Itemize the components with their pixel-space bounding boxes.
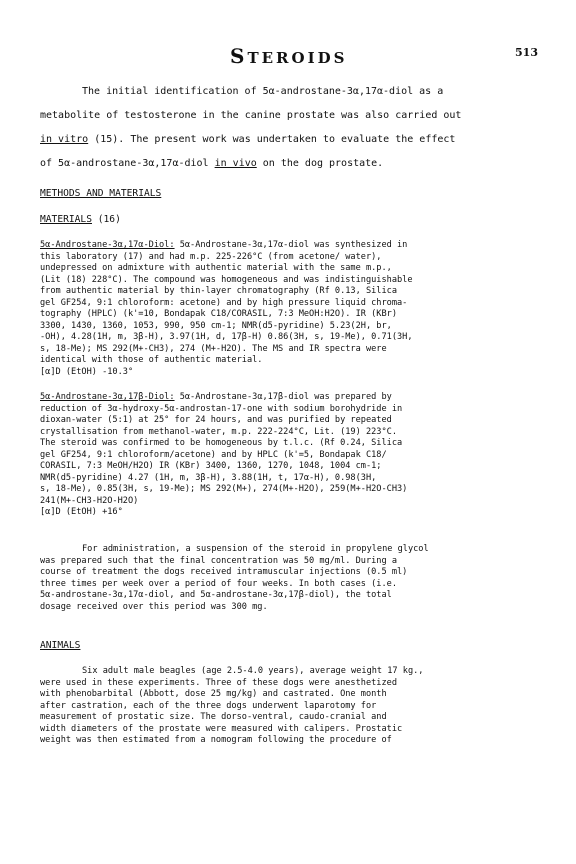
intro-paragraph: The initial identification of 5α-androstane-3α,17α-diol as a metabolite of testosterone in the canine prostate was also carried out in vitro (15). The present work was undertaken to evaluate the effect of 5α-androstane-3α,17α-diol in vivo on the dog prostate. xyxy=(40,86,462,169)
animals-paragraph: Six adult male beagles (age 2.5-4.0 years), average weight 17 kg., were used in these experiments. Three of these dogs were anesthetized with phenobarbital (Abbott, dose 25 mg/kg) and castrated. One month after castration, each of the three dogs underwent laparotomy for measurement of prostatic size. The dorso-ventral, caudo-cranial and width diameters of the prostate were measured with calipers. Prostatic weight was then estimated from a nomogram following the procedure of xyxy=(40,666,424,745)
running-header xyxy=(0,44,576,68)
compound1-paragraph: 5α-Androstane-3α,17α-Diol: 5α-Androstane-3α,17α-diol was synthesized in this laboratory (17) and had m.p. 225-226°C (from acetone/ water), undepressed on admixture with authentic material with the same m.p., (Lit (18) 228°C). The compound was homogeneous and was indistinguishable from authentic material by thin-layer chromatography (Rf 0.13, Silica gel GF254, 9:1 chloroform: acetone) and by high pressure liquid chroma- tography (HPLC) (k'=10, Bondapak C18/CORASIL, 7:3 MeOH:H2O). IR (KBr) 3300, 1430, 1360, 1053, 990, 950 cm-1; NMR(d5-pyridine) 5.23(2H, br, -OH), 4.28(1H, m, 3β-H), 3.97(1H, d, 17β-H) 0.86(3H, s, 19-Me), 0.71(3H, s, 18-Me); MS 292(M+-CH3), 274 (M+-H2O). The MS and IR spectra were identical with those of authentic material. [α]D (EtOH) -10.3° xyxy=(40,240,413,377)
materials-heading: MATERIALS (16) xyxy=(40,214,121,225)
methods-heading: METHODS AND MATERIALS xyxy=(40,188,162,199)
page-number: 513 xyxy=(515,46,538,59)
animals-heading: ANIMALS xyxy=(40,640,81,651)
compound2-paragraph: 5α-Androstane-3α,17β-Diol: 5α-Androstane-3α,17β-diol was prepared by reduction of 3α-hydroxy-5α-androstan-17-one with sodium borohydride in dioxan-water (5:1) at 25° for 24 hours, and was purified by repeated crystallisation from methanol-water, m.p. 222-224°C, Lit. (19) 223°C. The steroid was confirmed to be homogeneous by t.l.c. (Rf 0.24, Silica gel GF254, 9:1 chloroform/acetone) and by HPLC (k'=5, Bondapak C18/ CORASIL, 7:3 MeOH/H2O) IR (KBr) 3400, 1360, 1270, 1048, 1004 cm-1; NMR(d5-pyridine) 4.27 (1H, m, 3β-H), 3.88(1H, t, 17α-H), 0.98(3H, s, 18-Me), 0.85(3H, s, 19-Me); MS 292(M+), 274(M+-H2O), 259(M+-H2O-CH3) 241(M+-CH3-H2O-H2O) [α]D (EtOH) +16° xyxy=(40,392,408,517)
journal-title: STEROIDS xyxy=(230,44,348,68)
administration-paragraph: For administration, a suspension of the steroid in propylene glycol was prepared such that the final concentration was 50 mg/ml. During a course of treatment the dogs received intramuscular injections (0.5 ml) three times per week over a period of four weeks. In both cases (i.e. 5α-androstane-3α,17α-diol, and 5α-androstane-3α,17β-diol), the total dosage received over this period was 300 mg. xyxy=(40,544,429,612)
